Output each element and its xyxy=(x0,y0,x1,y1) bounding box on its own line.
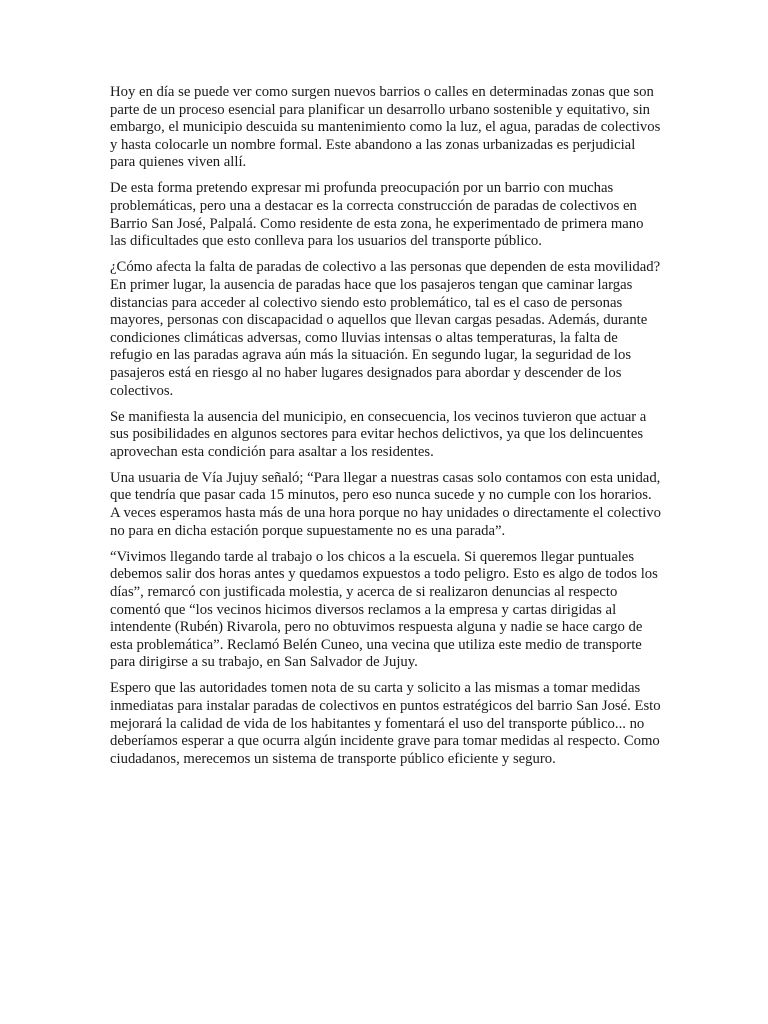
paragraph-1: Hoy en día se puede ver como surgen nuevos barrios o calles en determinadas zonas que son parte de un proceso esencial para planificar un desarrollo urbano sostenible y equitativo, sin embargo, el municipio descuida su mantenimiento como la luz, el agua, paradas de colectivos y hasta colocarle un nombre formal. Este abandono a las zonas urbanizadas es perjudicial para quienes viven allí. xyxy=(110,84,661,171)
paragraph-3: ¿Cómo afecta la falta de paradas de colectivo a las personas que dependen de esta movilidad? En primer lugar, la ausencia de paradas hace que los pasajeros tengan que caminar largas distancias para acceder al colectivo siendo esto problemático, tal es el caso de personas mayores, personas con discapacidad o aquellos que llevan cargas pesadas. Además, durante condiciones climáticas adversas, como lluvias intensas o altas temperaturas, la falta de refugio en las paradas agrava aún más la situación. En segundo lugar, la seguridad de los pasajeros está en riesgo al no haber lugares designados para abordar y descender de los colectivos. xyxy=(110,259,661,399)
paragraph-5: Una usuaria de Vía Jujuy señaló; “Para llegar a nuestras casas solo contamos con esta unidad, que tendría que pasar cada 15 minutos, pero eso nunca sucede y no cumple con los horarios. A veces esperamos hasta más de una hora porque no hay unidades o directamente el colectivo no para en dicha estación porque supuestamente no es una parada”. xyxy=(110,469,661,539)
paragraph-6: “Vivimos llegando tarde al trabajo o los chicos a la escuela. Si queremos llegar puntuales debemos salir dos horas antes y quedamos expuestos a todo peligro. Esto es algo de todos los días”, remarcó con justificada molestia, y acerca de si realizaron denuncias al respecto comentó que “los vecinos hicimos diversos reclamos a la empresa y cartas dirigidas al intendente (Rubén) Rivarola, pero no obtuvimos respuesta alguna y nadie se hace cargo de esta problemática”. Reclamó Belén Cuneo, una vecina que utiliza este medio de transporte para dirigirse a su trabajo, en San Salvador de Jujuy. xyxy=(110,548,658,671)
paragraph-7: Espero que las autoridades tomen nota de su carta y solicito a las mismas a tomar medidas inmediatas para instalar paradas de colectivos en puntos estratégicos del barrio San José. Esto mejorará la calidad de vida de los habitantes y fomentará el uso del transporte público... no deberíamos esperar a que ocurra algún incidente grave para tomar medidas al respecto. Como ciudadanos, merecemos un sistema de transporte público eficiente y seguro. xyxy=(110,680,661,767)
paragraph-2: De esta forma pretendo expresar mi profunda preocupación por un barrio con muchas problemáticas, pero una a destacar es la correcta construcción de paradas de colectivos en Barrio San José, Palpalá. Como residente de esta zona, he experimentado de primera mano las dificultades que esto conlleva para los usuarios del transporte público. xyxy=(110,180,644,250)
paragraph-4: Se manifiesta la ausencia del municipio, en consecuencia, los vecinos tuvieron que actuar a sus posibilidades en algunos sectores para evitar hechos delictivos, ya que los delincuentes aprovechan esta condición para asaltar a los residentes. xyxy=(110,408,647,460)
document-page xyxy=(110,84,662,777)
